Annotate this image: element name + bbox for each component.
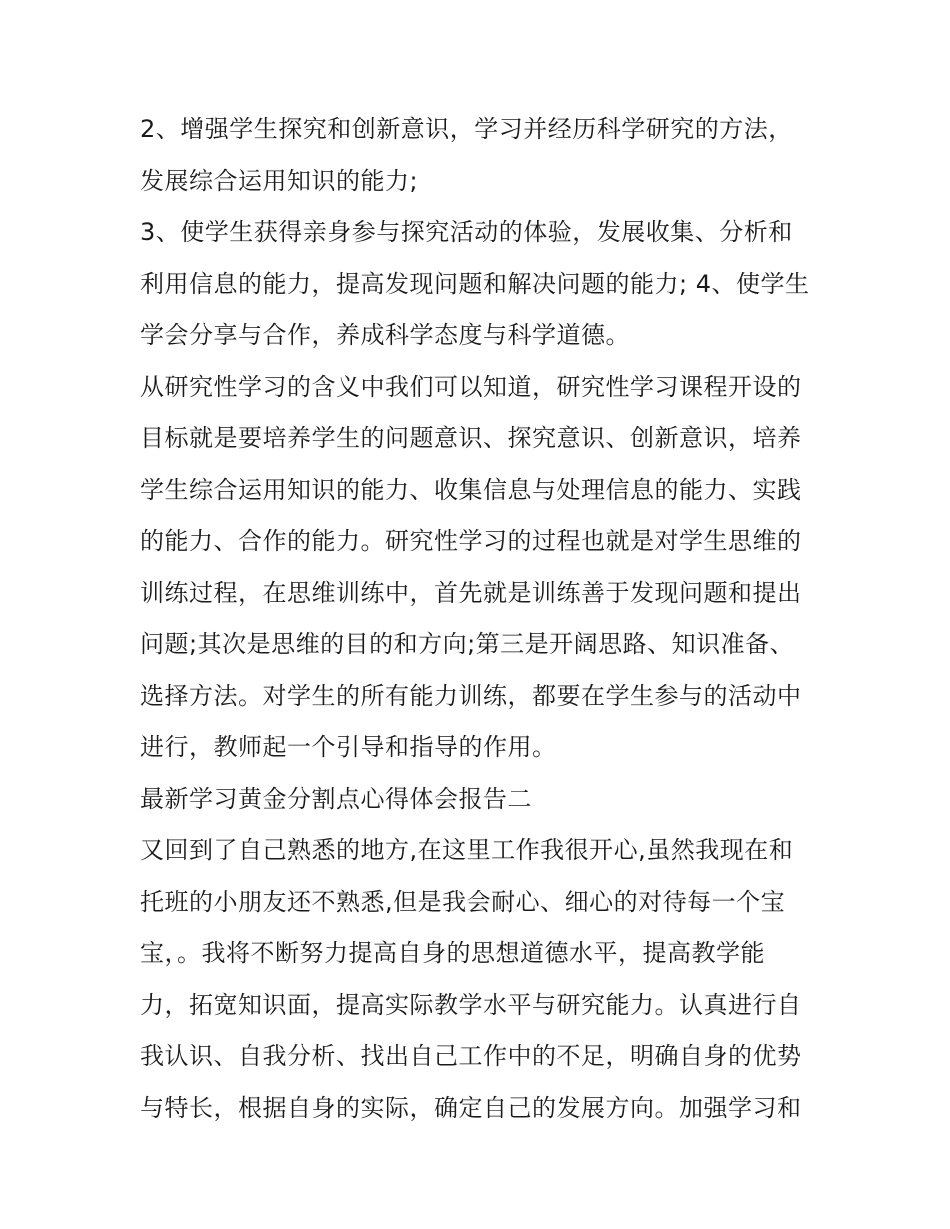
text-line: 问题;其次是思维的目的和方向;第三是开阔思路、知识准备、: [140, 630, 795, 658]
text-line: 宝，。我将不断努力提高自身的思想道德水平，提高教学能: [140, 939, 765, 967]
text-line: 训练过程，在思维训练中，首先就是训练善于发现问题和提出: [140, 578, 802, 607]
document-body: [140, 104, 820, 1134]
text-line: 力，拓宽知识面，提高实际教学水平与研究能力。认真进行自: [140, 990, 802, 1019]
text-line: 2、增强学生探究和创新意识，学习并经历科学研究的方法，: [140, 115, 793, 143]
text-line: 利用信息的能力，提高发现问题和解决问题的能力; 4、使学生: [140, 269, 810, 298]
text-line: 3、使学生获得亲身参与探究活动的体验，发展收集、分析和: [140, 218, 793, 246]
text-line: 发展综合运用知识的能力;: [140, 166, 419, 195]
text-line: 选择方法。对学生的所有能力训练，都要在学生参与的活动中: [140, 681, 802, 710]
text-line: 学生综合运用知识的能力、收集信息与处理信息的能力、实践: [140, 475, 802, 504]
text-line: 目标就是要培养学生的问题意识、探究意识、创新意识，培养: [140, 424, 802, 452]
text-line: 托班的小朋友还不熟悉,但是我会耐心、细心的对待每一个宝: [140, 887, 786, 916]
section-heading: 最新学习黄金分割点心得体会报告二: [140, 784, 532, 813]
text-line: 又回到了自己熟悉的地方,在这里工作我很开心,虽然我现在和: [140, 836, 794, 864]
text-line: 与特长，根据自身的实际，确定自己的发展方向。加强学习和: [140, 1093, 802, 1122]
text-line: 我认识、自我分析、找出自己工作中的不足，明确自身的优势: [140, 1042, 802, 1070]
text-line: 进行，教师起一个引导和指导的作用。: [140, 733, 557, 761]
text-line: 从研究性学习的含义中我们可以知道，研究性学习课程开设的: [140, 372, 802, 401]
text-line: 学会分享与合作，养成科学态度与科学道德。: [140, 321, 630, 349]
text-line: 的能力、合作的能力。研究性学习的过程也就是对学生思维的: [140, 527, 802, 555]
